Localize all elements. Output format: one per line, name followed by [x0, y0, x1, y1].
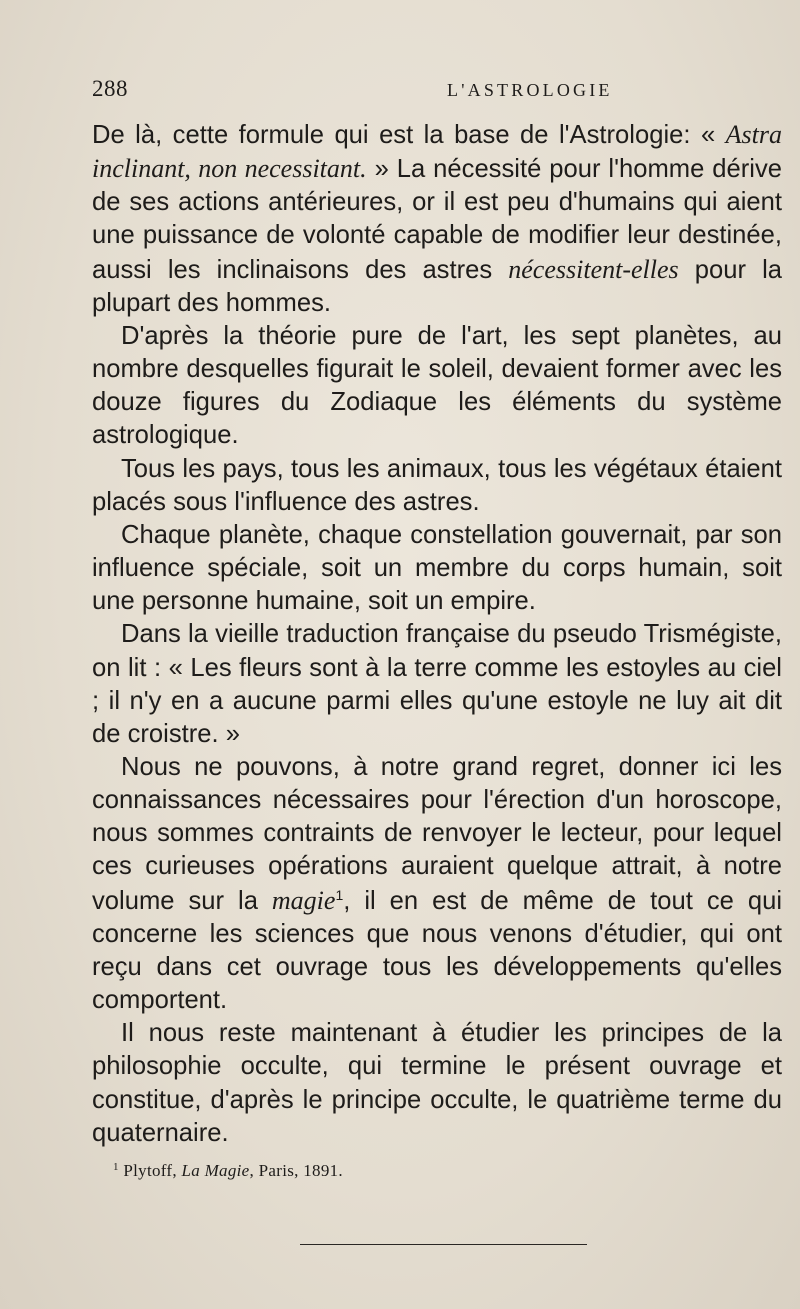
latin-maxim: Astra inclinant, non necessitant.	[92, 120, 782, 184]
page-header	[92, 76, 782, 110]
footnote	[113, 1161, 713, 1181]
paragraph-2: D'après la théorie pure de l'art, les sept planètes, au nombre desquelles figurait le soleil, devaient former avec les douze figures du Zodiaque les éléments du système astrologique.	[92, 321, 782, 450]
text-run: Nous ne pouvons, à notre grand regret, donner ici les connaissances nécessaires pour l'érection d'un horoscope, nous sommes contraints de renvoyer le lecteur, pour lequel ces curieuses opérations auraient quelque attrait, à notre volume sur la	[92, 752, 782, 915]
paragraph-5: Dans la vieille traduction française du pseudo Trismégiste, on lit : « Les fleurs sont à la terre comme les estoyles au ciel ; il n'y en a aucune parmi elles qu'une estoyle ne luy ait dit de croistre. »	[92, 620, 782, 748]
paragraph-3: Tous les pays, tous les animaux, tous les végétaux étaient placés sous l'influence des astres.	[92, 454, 782, 516]
running-head: L'ASTROLOGIE	[447, 80, 613, 100]
paragraph-1	[92, 118, 782, 320]
text-run: De là, cette formule qui est la base de l'Astrologie: «	[92, 121, 726, 149]
footnote-marker: 1	[113, 1161, 119, 1173]
footnote-ref: 1	[335, 886, 344, 903]
body-text	[92, 118, 782, 1150]
footnote-rest: , Paris, 1891.	[249, 1161, 343, 1180]
text-run: » La nécessité pour l'homme dérive de ses actions antérieures, or il est peu d'humains qui aient une puissance de volonté capable de modifier leur destinée, aussi les inclinaisons des astres	[92, 155, 782, 284]
bottom-rule	[300, 1244, 587, 1245]
text-run: , il en est de même de tout ce qui concerne les sciences que nous venons d'étudier, qui ont reçu dans cet ouvrage tous les développements qu'elles comportent.	[92, 886, 783, 1015]
footnote-author: Plytoff,	[118, 1161, 182, 1180]
paragraph-6	[92, 751, 782, 1017]
text-run: pour la plupart des hommes.	[92, 255, 782, 317]
page-number: 288	[92, 76, 128, 101]
italic-word: magie	[271, 885, 336, 915]
paragraph-4: Chaque planète, chaque constellation gouvernait, par son influence spéciale, soit un membre du corps humain, soit une personne humaine, soit un empire.	[92, 520, 782, 616]
italic-phrase: nécessitent-elles	[508, 254, 679, 284]
paragraph-7: Il nous reste maintenant à étudier les principes de la philosophie occulte, qui termine le présent ouvrage et constitue, d'après le principe occulte, le quatrième terme du quaternaire.	[92, 1019, 782, 1147]
footnote-title: La Magie	[181, 1161, 250, 1180]
